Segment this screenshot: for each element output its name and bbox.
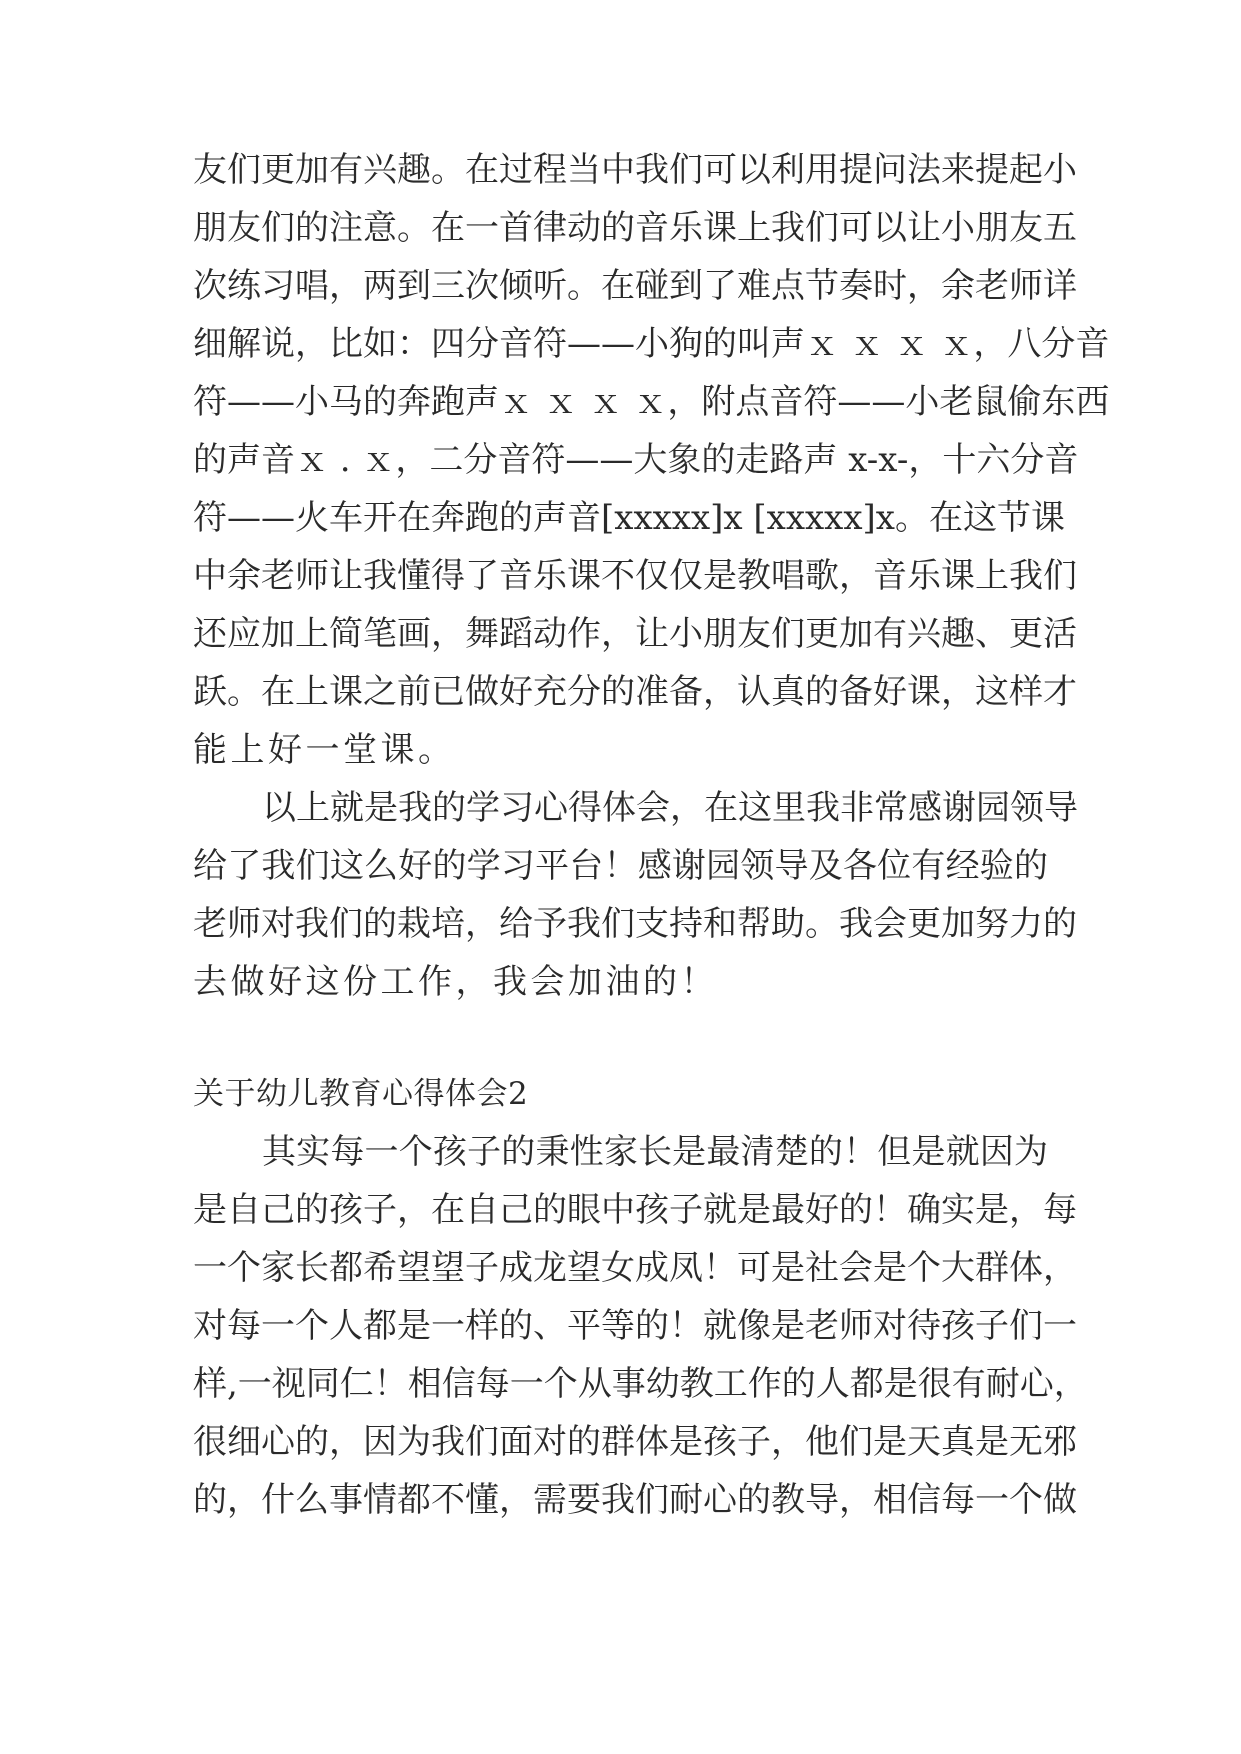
paragraph-line: 其实每一个孩子的秉性家长是最清楚的！但是就因为 [262, 1132, 1048, 1172]
paragraph-line: 还应加上简笔画，舞蹈动作，让小朋友们更加有兴趣、更活 [193, 614, 1077, 654]
paragraph-line: 朋友们的注意。在一首律动的音乐课上我们可以让小朋友五 [193, 208, 1077, 248]
paragraph-line: 很细心的，因为我们面对的群体是孩子，他们是天真是无邪 [193, 1422, 1077, 1462]
paragraph-line: 去做好这份工作，我会加油的！ [193, 962, 718, 1002]
paragraph-line: 细解说，比如：四分音符——小狗的叫声ｘ ｘ ｘ ｘ，八分音 [193, 324, 1110, 364]
paragraph-line: 能上好一堂课。 [193, 730, 456, 770]
paragraph-line: 跃。在上课之前已做好充分的准备，认真的备好课，这样才 [193, 672, 1077, 712]
paragraph-line: 样,一视同仁！相信每一个从事幼教工作的人都是很有耐心， [193, 1364, 1088, 1404]
paragraph-line: 的，什么事情都不懂，需要我们耐心的教导，相信每一个做 [193, 1480, 1077, 1520]
paragraph-line: 是自己的孩子，在自己的眼中孩子就是最好的！确实是，每 [193, 1190, 1077, 1230]
paragraph-line: 对每一个人都是一样的、平等的！就像是老师对待孩子们一 [193, 1306, 1077, 1346]
paragraph-line: 给了我们这么好的学习平台！感谢园领导及各位有经验的 [193, 846, 1048, 886]
paragraph-line: 的声音ｘ . ｘ，二分音符——大象的走路声 x-x-，十六分音 [193, 440, 1079, 480]
paragraph-line: 符——火车开在奔跑的声音[xxxxx]x [xxxxx]x。在这节课 [193, 498, 1065, 538]
paragraph-line: 老师对我们的栽培，给予我们支持和帮助。我会更加努力的 [193, 904, 1077, 944]
paragraph-line: 次练习唱，两到三次倾听。在碰到了难点节奏时，余老师详 [193, 266, 1077, 306]
section-heading: 关于幼儿教育心得体会2 [193, 1076, 529, 1112]
paragraph-line: 符——小马的奔跑声ｘ ｘ ｘ ｘ，附点音符——小老鼠偷东西 [193, 382, 1110, 422]
paragraph-line: 以上就是我的学习心得体会，在这里我非常感谢园领导 [262, 788, 1078, 828]
paragraph-line: 一个家长都希望望子成龙望女成凤！可是社会是个大群体， [193, 1248, 1077, 1288]
paragraph-line: 友们更加有兴趣。在过程当中我们可以利用提问法来提起小 [193, 150, 1077, 190]
paragraph-line: 中余老师让我懂得了音乐课不仅仅是教唱歌，音乐课上我们 [193, 556, 1077, 596]
